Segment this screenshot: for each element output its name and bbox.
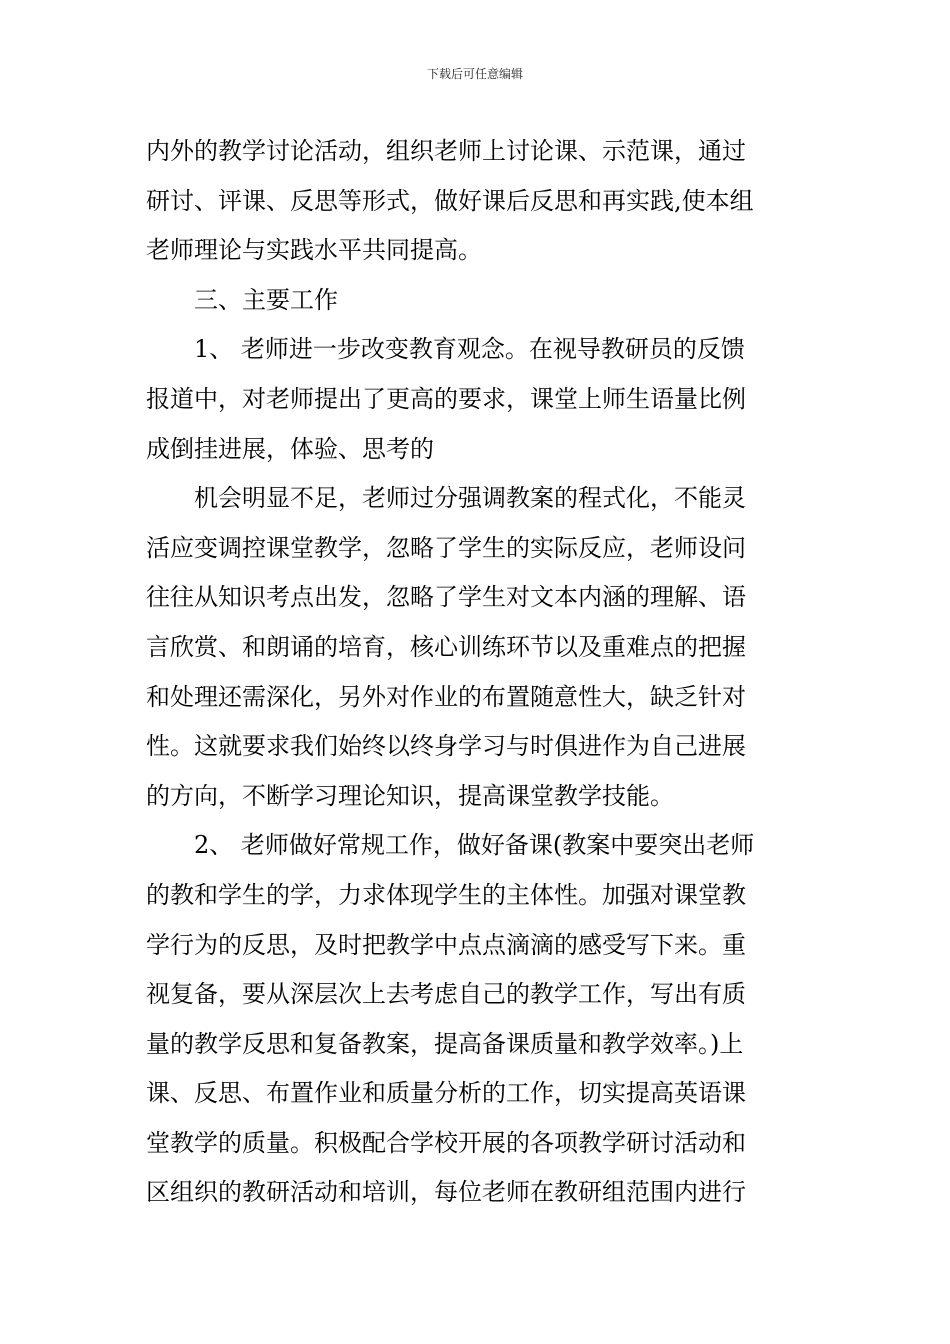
text-line: 的方向，不断学习理论知识，提高课堂教学技能。 <box>146 781 674 810</box>
text-line: 报道中，对老师提出了更高的要求，课堂上师生语量比例 <box>146 384 746 413</box>
text-line: 研讨、评课、反思等形式，做好课后反思和再实践,使本组 <box>146 186 754 215</box>
page-header-note: 下载后可任意编辑 <box>426 67 523 81</box>
text-line: 视复备，要从深层次上去考虑自己的教学工作，写出有质 <box>146 980 746 1009</box>
document-body <box>146 127 810 1218</box>
text-line: 言欣赏、和朗诵的培育，核心训练环节以及重难点的把握 <box>146 632 746 661</box>
text-line: 2、 老师做好常规工作，做好备课(教案中要突出老师 <box>194 831 755 860</box>
text-line: 量的教学反思和复备教案，提高备课质量和教学效率。)上 <box>146 1029 744 1058</box>
text-line: 性。这就要求我们始终以终身学习与时俱进作为自己进展 <box>146 732 746 761</box>
text-line: 和处理还需深化，另外对作业的布置随意性大，缺乏针对 <box>146 682 746 711</box>
text-line: 的教和学生的学，力求体现学生的主体性。加强对课堂教 <box>146 880 746 909</box>
text-line: 1、 老师进一步改变教育观念。在视导教研员的反馈 <box>194 335 745 364</box>
text-line: 区组织的教研活动和培训，每位老师在教研组范围内进行 <box>146 1178 746 1207</box>
text-line: 活应变调控课堂教学，忽略了学生的实际反应，老师设问 <box>146 533 746 562</box>
text-line: 往往从知识考点出发，忽略了学生对文本内涵的理解、语 <box>146 583 746 612</box>
text-line: 堂教学的质量。积极配合学校开展的各项教学研讨活动和 <box>146 1128 746 1157</box>
text-line: 三、主要工作 <box>194 285 338 314</box>
text-line: 内外的教学讨论活动，组织老师上讨论课、示范课，通过 <box>146 137 746 165</box>
text-line: 成倒挂进展，体验、思考的 <box>146 434 434 463</box>
text-line: 学行为的反思，及时把教学中点点滴滴的感受写下来。重 <box>146 930 746 959</box>
text-line: 课、反思、布置作业和质量分析的工作，切实提高英语课 <box>146 1079 746 1108</box>
text-line: 老师理论与实践水平共同提高。 <box>146 236 482 265</box>
text-line: 机会明显不足，老师过分强调教案的程式化，不能灵 <box>194 484 746 513</box>
